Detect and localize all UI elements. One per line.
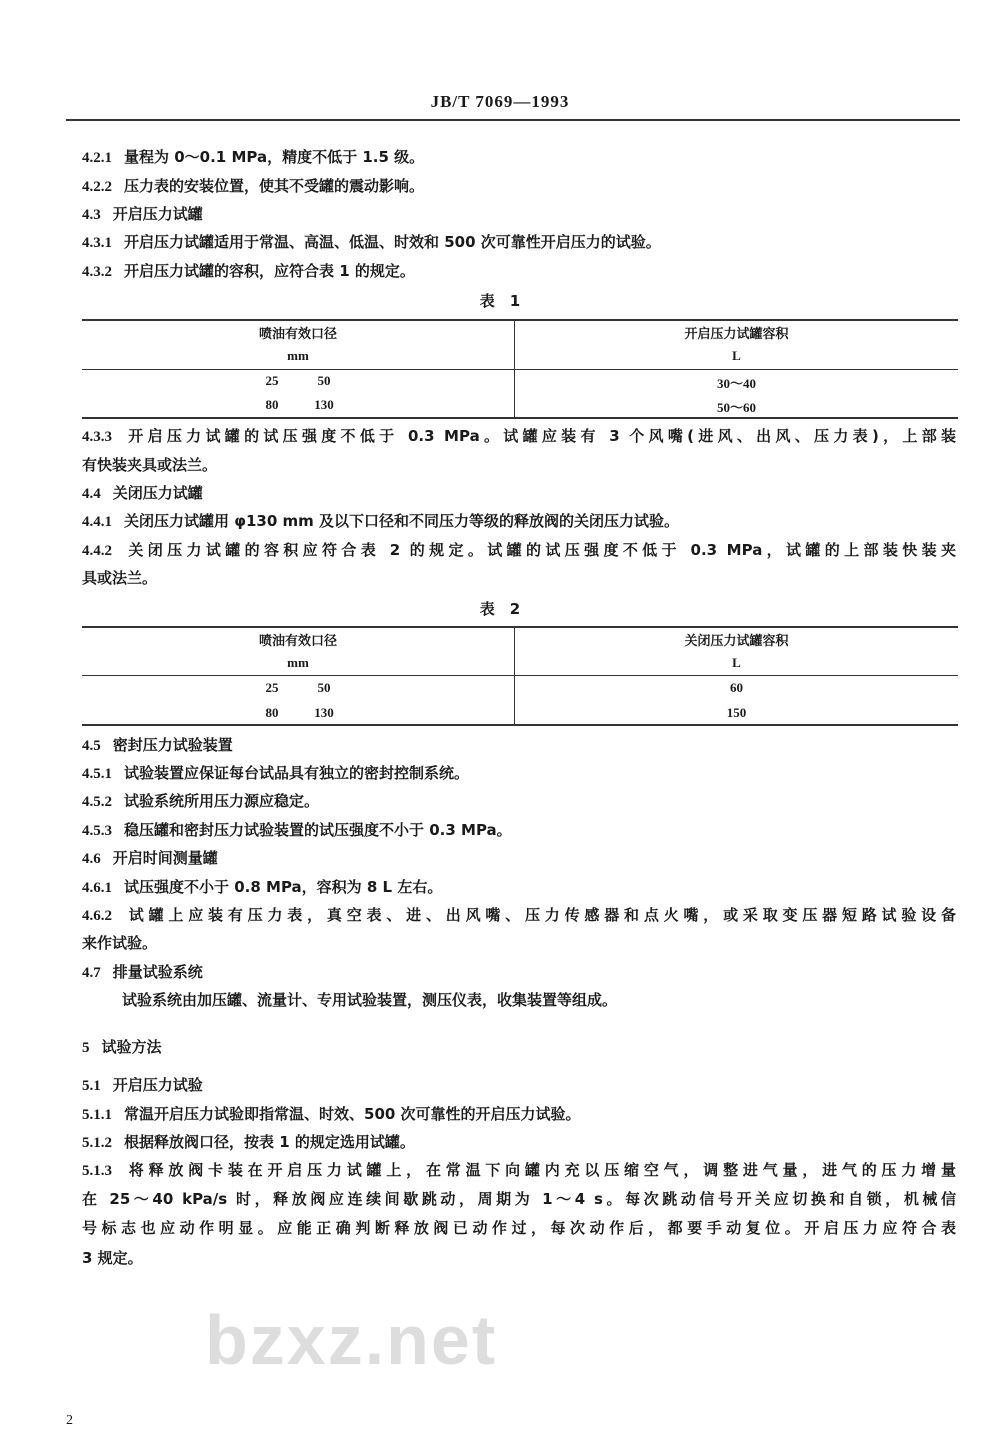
clause-text: 试压强度不小于 0.8 MPa，容积为 8 L 左右。 (124, 878, 443, 896)
col1-header: 喷油有效口径 (258, 327, 337, 342)
table-mid-rule (82, 675, 958, 676)
clause-text: 试罐上应装有压力表，真空表、进、出风嘴、压力传感器和点火嘴，或采取变压器短路试验设备 (124, 906, 956, 924)
clause-text: 开启压力试罐 (112, 205, 203, 223)
heading-5-1 (82, 1075, 203, 1096)
table-2-caption: 表 2 (479, 600, 521, 618)
clause-text: 压力表的安装位置，使其不受罐的震动影响。 (124, 177, 425, 195)
col1-unit: mm (287, 655, 309, 670)
clause-number: 5.1 (82, 1078, 101, 1094)
table-mid-rule (82, 369, 958, 370)
col2-unit: L (732, 348, 741, 363)
table-row-1-size-b: 50 (317, 680, 331, 695)
clause-number: 5.1.1 (82, 1107, 112, 1123)
clause-number: 4.3 (82, 207, 101, 223)
table-row-2-size-b: 130 (314, 397, 334, 412)
table-row-1-size-a: 25 (265, 373, 279, 388)
clause-text: 开启压力试罐的容积，应符合表 1 的规定。 (124, 262, 415, 280)
clause-text: 关闭压力试罐的容积应符合表 2 的规定。试罐的试压强度不低于 0.3 MPa，试罐的上部装快装夹 (124, 541, 956, 559)
clause-text: 开启时间测量罐 (112, 849, 218, 867)
clause-text: 将释放阀卡装在开启压力试罐上，在常温下向罐内充以压缩空气，调整进气量，进气的压力增量 (124, 1161, 956, 1179)
section-number: 5 (82, 1040, 90, 1056)
table-bottom-rule (82, 417, 958, 419)
clause-4-6-1 (82, 877, 442, 898)
clause-4-3-3 (82, 426, 956, 447)
clause-4-4-1 (82, 511, 679, 532)
clause-text: 常温开启压力试验即指常温、时效、500 次可靠性的开启压力试验。 (124, 1105, 581, 1123)
table-row-2-size-a: 80 (265, 397, 279, 412)
clause-5-1-2 (82, 1132, 415, 1153)
table-top-rule (82, 626, 958, 628)
clause-4-2-1 (82, 147, 424, 168)
col2-header: 关闭压力试罐容积 (684, 634, 789, 649)
heading-4-3 (82, 204, 203, 225)
clause-4-7-body: 试验系统由加压罐、流量计、专用试验装置，测压仪表，收集装置等组成。 (122, 991, 618, 1009)
table-row-1-size-a: 25 (265, 680, 279, 695)
table-top-rule (82, 319, 958, 321)
clause-4-2-2 (82, 176, 424, 197)
clause-number: 4.6.1 (82, 880, 112, 896)
clause-number: 4.2.2 (82, 179, 112, 195)
clause-5-1-3-cont-2: 号标志也应动作明显。应能正确判断释放阀已动作过，每次动作后，都要手动复位。开启压力应符合表 (82, 1219, 956, 1237)
col2-header: 开启压力试罐容积 (684, 327, 789, 342)
clause-number: 4.6 (82, 851, 101, 867)
heading-4-5 (82, 735, 233, 756)
clause-number: 4.5.1 (82, 766, 112, 782)
clause-number: 4.7 (82, 965, 101, 981)
clause-number: 4.5.2 (82, 794, 112, 810)
clause-4-6-2-cont: 来作试验。 (82, 934, 158, 952)
table-row-1-volume: 30～40 (716, 376, 756, 391)
clause-number: 5.1.3 (82, 1163, 112, 1179)
clause-text: 根据释放阀口径，按表 1 的规定选用试罐。 (124, 1133, 415, 1151)
clause-5-1-1 (82, 1104, 581, 1125)
col1-header: 喷油有效口径 (258, 634, 337, 649)
clause-4-6-2 (82, 905, 956, 926)
clause-4-4-2-cont: 具或法兰。 (82, 569, 158, 587)
table-bottom-rule (82, 724, 958, 726)
clause-text: 量程为 0～0.1 MPa，精度不低于 1.5 级。 (124, 148, 425, 166)
clause-text: 关闭压力试罐用 φ130 mm 及以下口径和不同压力等级的释放阀的关闭压力试验。 (124, 512, 679, 530)
clause-text: 开启压力试验 (112, 1076, 203, 1094)
table-row-2-size-b: 130 (314, 705, 334, 720)
clause-4-3-2 (82, 261, 415, 282)
table-row-2-size-a: 80 (265, 705, 279, 720)
clause-number: 5.1.2 (82, 1135, 112, 1151)
clause-5-1-3-cont-1: 在 25～40 kPa/s 时，释放阀应连续间歇跳动，周期为 1～4 s。每次跳动信号开关应切换和自锁，机械信 (82, 1190, 956, 1208)
clause-text: 密封压力试验装置 (112, 736, 233, 754)
clause-number: 4.5.3 (82, 823, 112, 839)
col2-unit: L (732, 655, 741, 670)
clause-4-3-3-cont: 有快装夹具或法兰。 (82, 456, 218, 474)
heading-4-6 (82, 848, 218, 869)
clause-text: 开启压力试罐的试压强度不低于 0.3 MPa。试罐应装有 3 个风嘴(进风、出风、压力表)，上部装 (124, 427, 956, 445)
clause-4-5-2 (82, 791, 319, 812)
col1-unit: mm (287, 348, 309, 363)
standard-number-header: JB/T 7069—1993 (430, 92, 570, 111)
page-number: 2 (66, 1413, 73, 1428)
clause-number: 4.6.2 (82, 908, 112, 924)
watermark: bzxz.net (205, 1301, 498, 1379)
heading-5 (82, 1037, 162, 1058)
table-1 (82, 319, 958, 420)
clause-text: 试验装置应保证每台试品具有独立的密封控制系统。 (124, 764, 470, 782)
table-row-1-size-b: 50 (317, 373, 331, 388)
clause-number: 4.4.1 (82, 514, 112, 530)
clause-text: 试验系统所用压力源应稳定。 (124, 792, 320, 810)
clause-4-4-2 (82, 540, 956, 561)
table-row-2-volume: 150 (726, 705, 747, 720)
heading-4-4 (82, 483, 203, 504)
heading-4-7 (82, 962, 203, 983)
clause-text: 关闭压力试罐 (112, 484, 203, 502)
table-1-caption: 表 1 (479, 292, 521, 310)
clause-4-3-1 (82, 232, 661, 253)
clause-number: 4.5 (82, 738, 101, 754)
clause-number: 4.3.1 (82, 235, 112, 251)
clause-number: 4.4.2 (82, 543, 112, 559)
clause-number: 4.4 (82, 486, 101, 502)
clause-4-5-1 (82, 763, 469, 784)
clause-number: 4.3.3 (82, 429, 112, 445)
clause-4-5-3 (82, 820, 512, 841)
table-row-2-volume: 50～60 (716, 400, 756, 415)
section-title: 试验方法 (101, 1038, 162, 1056)
clause-text: 稳压罐和密封压力试验装置的试压强度不小于 0.3 MPa。 (124, 821, 512, 839)
clause-number: 4.3.2 (82, 264, 112, 280)
clause-text: 开启压力试罐适用于常温、高温、低温、时效和 500 次可靠性开启压力的试验。 (124, 233, 661, 251)
table-2 (82, 626, 958, 727)
clause-number: 4.2.1 (82, 150, 112, 166)
table-row-1-volume: 60 (730, 680, 743, 695)
clause-text: 排量试验系统 (112, 963, 203, 981)
clause-5-1-3 (82, 1160, 956, 1181)
clause-5-1-3-cont-3: 3 规定。 (82, 1249, 143, 1267)
header-rule (66, 119, 960, 121)
